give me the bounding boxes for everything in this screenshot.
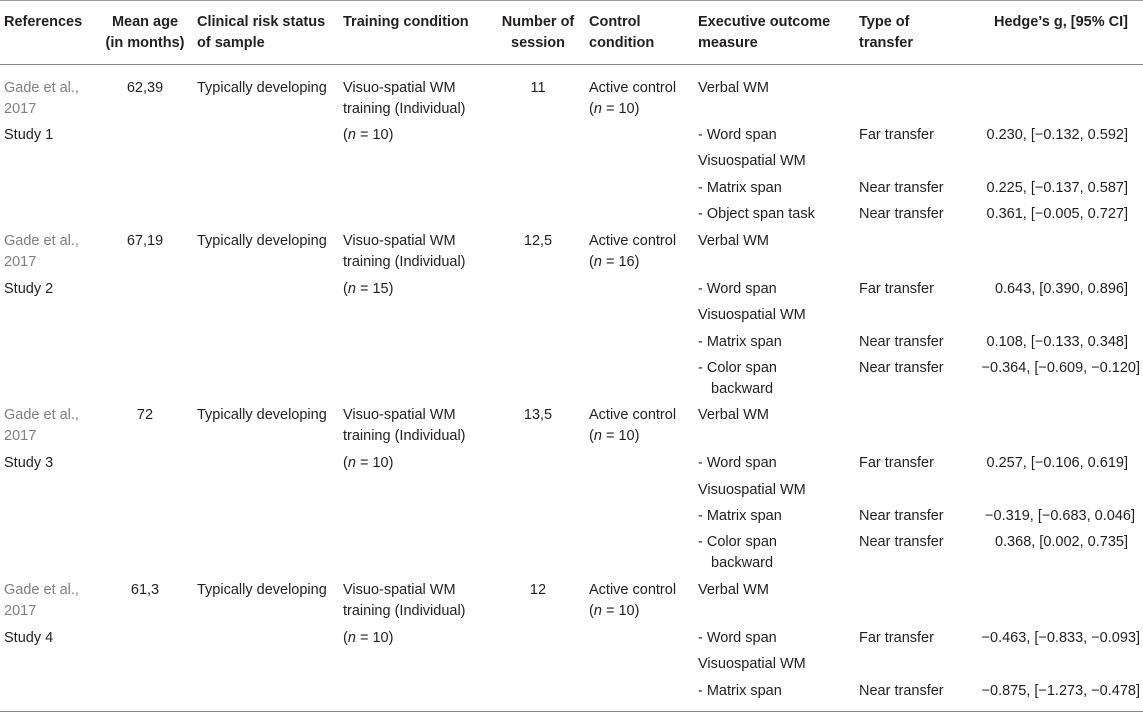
header-outcome-2: measure bbox=[698, 35, 758, 51]
outcome-category: Verbal WM bbox=[698, 407, 769, 423]
header-rule bbox=[0, 64, 1143, 65]
training-n: (n = 15) bbox=[343, 281, 394, 297]
training-n: (n = 10) bbox=[343, 630, 394, 646]
reference-link[interactable]: Gade et al., bbox=[4, 80, 79, 96]
hedges-g-value: 0.368, [0.002, 0.735] bbox=[994, 534, 1128, 550]
outcome-measure: - Matrix span bbox=[698, 334, 782, 350]
clinical-status: Typically developing bbox=[197, 233, 327, 249]
outcome-measure: - Word span bbox=[698, 630, 777, 646]
control-n: (n = 10) bbox=[589, 101, 640, 117]
hedges-g-value: −0.364, [−0.609, −0.120] bbox=[981, 360, 1140, 376]
control-n: (n = 16) bbox=[589, 254, 640, 270]
mean-age: 72 bbox=[136, 407, 154, 423]
outcome-measure: - Matrix span bbox=[698, 180, 782, 196]
training-condition: Visuo-spatial WM bbox=[343, 407, 456, 423]
training-condition: Visuo-spatial WM bbox=[343, 582, 456, 598]
outcome-measure-cont: backward bbox=[711, 381, 774, 397]
header-control-2: condition bbox=[589, 35, 655, 51]
reference-link[interactable]: Gade et al., bbox=[4, 233, 79, 249]
outcome-measure: - Color span bbox=[698, 360, 777, 376]
mean-age: 61,3 bbox=[130, 582, 160, 598]
control-condition: Active control bbox=[589, 80, 677, 96]
transfer-type: Near transfer bbox=[859, 334, 944, 350]
session-count: 13,5 bbox=[523, 407, 553, 423]
transfer-type: Far transfer bbox=[859, 127, 934, 143]
outcome-measure: - Word span bbox=[698, 281, 777, 297]
training-n: (n = 10) bbox=[343, 127, 394, 143]
outcome-measure: - Object span task bbox=[698, 206, 815, 222]
study-label: Study 1 bbox=[4, 127, 54, 143]
control-n: (n = 10) bbox=[589, 428, 640, 444]
study-label: Study 4 bbox=[4, 630, 54, 646]
reference-link[interactable]: Gade et al., bbox=[4, 407, 79, 423]
outcome-category: Visuospatial WM bbox=[698, 482, 806, 498]
reference-year[interactable]: 2017 bbox=[4, 603, 37, 619]
training-condition: Visuo-spatial WM bbox=[343, 233, 456, 249]
header-training: Training condition bbox=[343, 14, 469, 30]
transfer-type: Near transfer bbox=[859, 508, 944, 524]
session-count: 11 bbox=[530, 80, 546, 96]
hedges-g-value: 0.643, [0.390, 0.896] bbox=[994, 281, 1128, 297]
transfer-type: Near transfer bbox=[859, 180, 944, 196]
hedges-g-value: −0.463, [−0.833, −0.093] bbox=[981, 630, 1140, 646]
outcome-category: Visuospatial WM bbox=[698, 656, 806, 672]
control-condition: Active control bbox=[589, 407, 677, 423]
header-clinical-2: of sample bbox=[197, 35, 265, 51]
outcome-category: Visuospatial WM bbox=[698, 307, 806, 323]
clinical-status: Typically developing bbox=[197, 407, 327, 423]
transfer-type: Far transfer bbox=[859, 630, 934, 646]
outcome-category: Verbal WM bbox=[698, 582, 769, 598]
transfer-type: Far transfer bbox=[859, 455, 934, 471]
study-label: Study 2 bbox=[4, 281, 54, 297]
outcome-category: Visuospatial WM bbox=[698, 153, 806, 169]
control-condition: Active control bbox=[589, 233, 677, 249]
top-rule bbox=[0, 0, 1143, 1]
mean-age: 67,19 bbox=[126, 233, 164, 249]
header-sessions-1: Number of bbox=[501, 14, 575, 30]
reference-year[interactable]: 2017 bbox=[4, 101, 37, 117]
hedges-g-value: −0.319, [−0.683, 0.046] bbox=[985, 508, 1135, 524]
transfer-type: Near transfer bbox=[859, 683, 944, 699]
session-count: 12,5 bbox=[523, 233, 553, 249]
header-clinical-1: Clinical risk status bbox=[197, 14, 326, 30]
reference-link[interactable]: Gade et al., bbox=[4, 582, 79, 598]
training-condition-2: training (Individual) bbox=[343, 603, 466, 619]
reference-year[interactable]: 2017 bbox=[4, 428, 37, 444]
bottom-rule bbox=[0, 711, 1143, 712]
outcome-measure: - Color span bbox=[698, 534, 777, 550]
hedges-g-value: 0.361, [−0.005, 0.727] bbox=[986, 206, 1128, 222]
training-condition: Visuo-spatial WM bbox=[343, 80, 456, 96]
clinical-status: Typically developing bbox=[197, 582, 327, 598]
training-condition-2: training (Individual) bbox=[343, 428, 466, 444]
header-control-1: Control bbox=[589, 14, 641, 30]
header-references: References bbox=[4, 14, 83, 30]
training-condition-2: training (Individual) bbox=[343, 254, 466, 270]
study-label: Study 3 bbox=[4, 455, 54, 471]
hedges-g-value: 0.230, [−0.132, 0.592] bbox=[986, 127, 1128, 143]
outcome-measure: - Matrix span bbox=[698, 508, 782, 524]
training-n: (n = 10) bbox=[343, 455, 394, 471]
header-transfer-2: transfer bbox=[859, 35, 913, 51]
transfer-type: Near transfer bbox=[859, 534, 944, 550]
control-condition: Active control bbox=[589, 582, 677, 598]
outcome-measure: - Matrix span bbox=[698, 683, 782, 699]
mean-age: 62,39 bbox=[126, 80, 164, 96]
outcome-measure-cont: backward bbox=[711, 555, 774, 571]
header-mean-age-1: Mean age bbox=[111, 14, 179, 30]
hedges-g-value: 0.225, [−0.137, 0.587] bbox=[986, 180, 1128, 196]
header-sessions-2: session bbox=[511, 35, 565, 51]
control-n: (n = 10) bbox=[589, 603, 640, 619]
header-outcome-1: Executive outcome bbox=[698, 14, 831, 30]
outcome-measure: - Word span bbox=[698, 127, 777, 143]
transfer-type: Near transfer bbox=[859, 360, 944, 376]
hedges-g-value: 0.257, [−0.106, 0.619] bbox=[986, 455, 1128, 471]
outcome-category: Verbal WM bbox=[698, 80, 769, 96]
transfer-type: Far transfer bbox=[859, 281, 934, 297]
session-count: 12 bbox=[529, 582, 547, 598]
reference-year[interactable]: 2017 bbox=[4, 254, 37, 270]
header-hedges-g: Hedge’s g, [95% CI] bbox=[993, 14, 1128, 30]
transfer-type: Near transfer bbox=[859, 206, 944, 222]
training-condition-2: training (Individual) bbox=[343, 101, 466, 117]
header-transfer-1: Type of bbox=[859, 14, 910, 30]
hedges-g-value: −0.875, [−1.273, −0.478] bbox=[981, 683, 1140, 699]
clinical-status: Typically developing bbox=[197, 80, 327, 96]
hedges-g-value: 0.108, [−0.133, 0.348] bbox=[986, 334, 1128, 350]
outcome-measure: - Word span bbox=[698, 455, 777, 471]
header-mean-age-2: (in months) bbox=[105, 35, 185, 51]
outcome-category: Verbal WM bbox=[698, 233, 769, 249]
